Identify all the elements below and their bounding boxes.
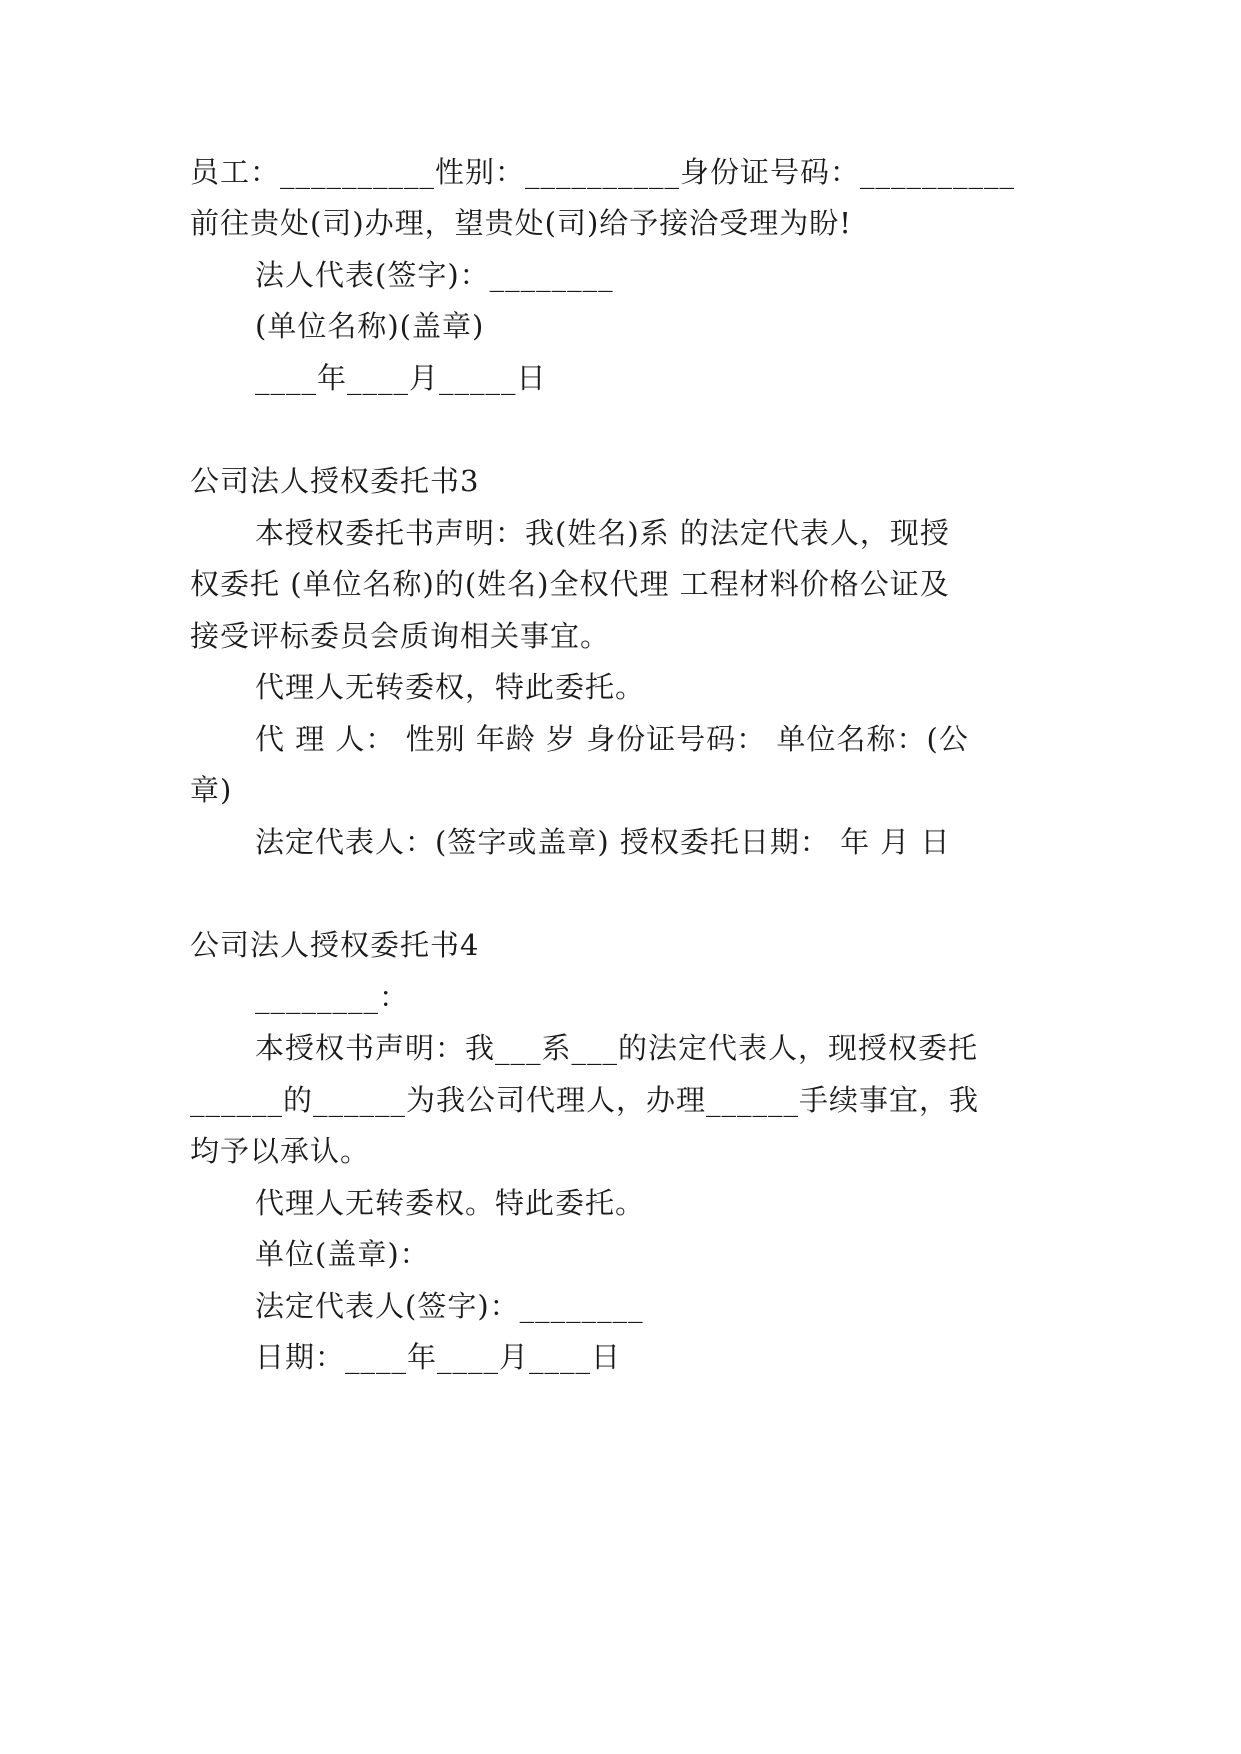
- declaration4-line-3: 均予以承认。: [190, 1134, 371, 1168]
- addressee-line: ________：: [255, 980, 410, 1014]
- declaration-line-1: 本授权委托书声明：我(姓名)系 的法定代表人，现授: [255, 516, 950, 550]
- unit-seal4-line: 单位(盖章)：: [255, 1237, 430, 1271]
- declaration4-line-1: 本授权书声明：我___系___的法定代表人，现授权委托: [255, 1031, 979, 1065]
- legal-rep-signature-line: 法人代表(签字)：________: [255, 258, 614, 292]
- request-line: 前往贵处(司)办理，望贵处(司)给予接洽受理为盼!: [190, 206, 852, 240]
- no-subdelegation-line: 代理人无转委权，特此委托。: [255, 670, 646, 704]
- agent-info-line: 代 理 人： 性别 年龄 岁 身份证号码： 单位名称：(公: [255, 722, 969, 756]
- no-subdelegation4-line: 代理人无转委权。特此委托。: [255, 1186, 646, 1220]
- declaration-line-3: 接受评标委员会质询相关事宜。: [190, 619, 611, 653]
- section-title-3: 公司法人授权委托书3: [190, 464, 480, 498]
- legal-rep-date-line: 法定代表人：(签字或盖章) 授权委托日期： 年 月 日: [255, 825, 951, 859]
- date4-line: 日期：____年____月____日: [255, 1340, 622, 1374]
- date-line: ____年____月_____日: [255, 361, 547, 395]
- declaration4-line-2: ______的______为我公司代理人，办理______手续事宜，我: [190, 1083, 980, 1117]
- legal-rep-signature4-line: 法定代表人(签字)：________: [255, 1289, 644, 1323]
- unit-seal-line: (单位名称)(盖章): [255, 309, 485, 343]
- employee-info-line: 员工：__________性别：__________身份证号码：__________: [190, 155, 1016, 189]
- agent-info-line-cont: 章): [190, 773, 233, 807]
- section-title-4: 公司法人授权委托书4: [190, 928, 480, 962]
- declaration-line-2: 权委托 (单位名称)的(姓名)全权代理 工程材料价格公证及: [190, 567, 950, 601]
